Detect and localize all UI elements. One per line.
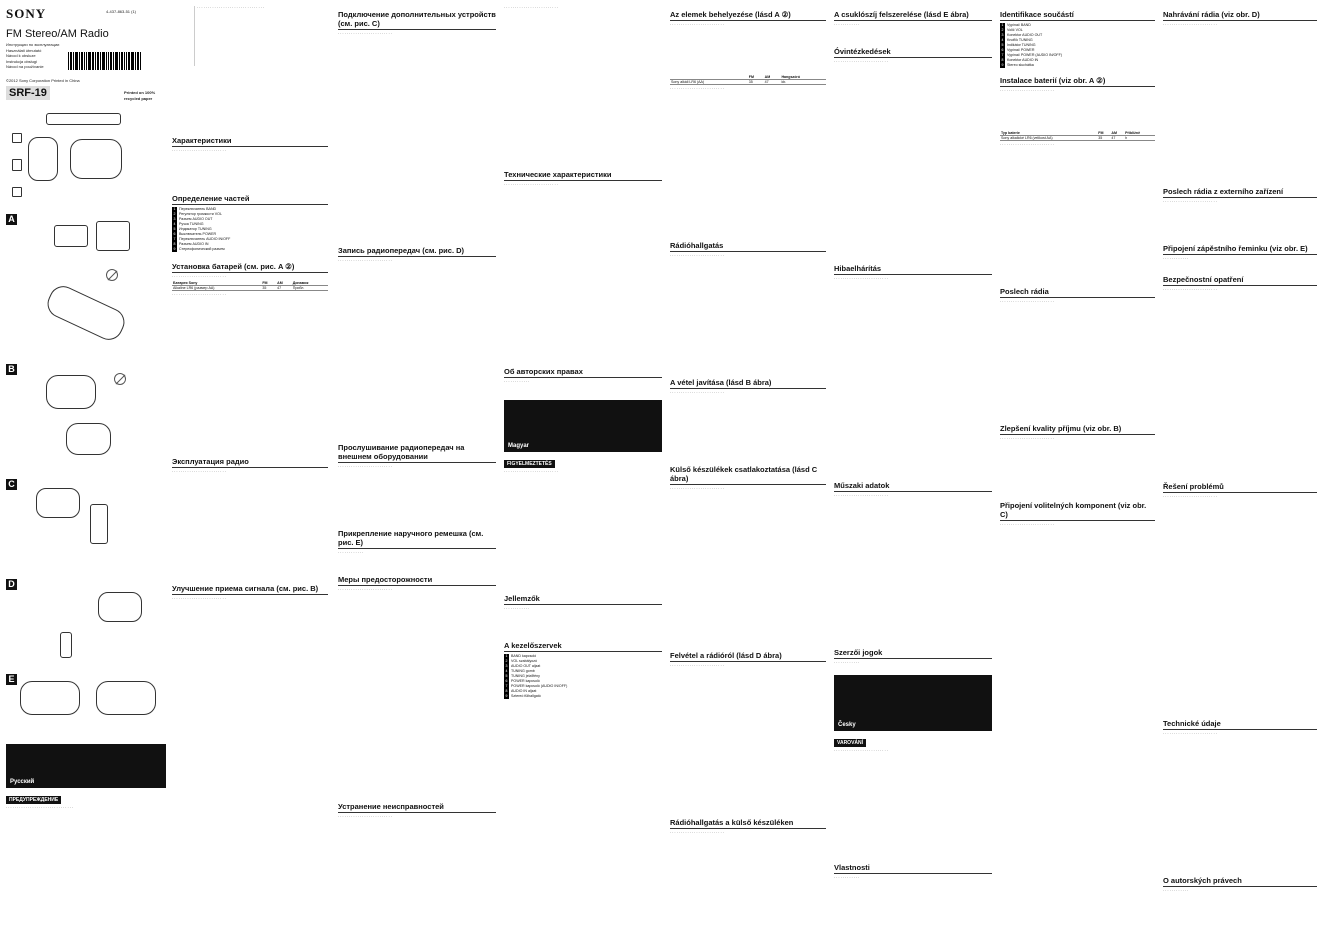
table-header: Přibližně [1124, 131, 1155, 136]
part-name: Konektor AUDIO IN [1007, 58, 1039, 62]
table-cell: 47 [764, 80, 781, 85]
part-name: Стереофонический разъем [179, 246, 225, 251]
figure-d [6, 574, 166, 669]
list-item [172, 247, 328, 252]
body-text: · · · · · · · · · · · · [834, 661, 860, 665]
table-row [670, 80, 826, 85]
body-text: · · · · · · · · · · · · · · · · · · · · · · · · · [1163, 732, 1217, 736]
body-text: · · · · · · · · · · · · · · · · · · · · · · · · · [172, 149, 226, 153]
part-name: Переключатель BAND [179, 206, 217, 211]
part-name: Разъем AUDIO IN [179, 241, 209, 246]
figure-b [6, 359, 166, 474]
body-text: · · · · · · · · · · · · · · · · · · · · · · · · · [1000, 300, 1054, 304]
printed-label: Printed on 100% recycled paper [124, 90, 156, 101]
section-heading: Hibaelhárítás [834, 264, 992, 275]
body-text: · · · · · · · · · · · · · · · · · · · · · · · · · · · · · · · [6, 806, 74, 810]
russian-column-1 [172, 6, 328, 926]
radio-diagram [6, 109, 166, 209]
section-heading: A kezelőszervek [504, 641, 662, 652]
body-text: · · · · · · · · · · · · [1163, 889, 1189, 893]
callout-number: 7 [173, 236, 176, 241]
section-heading: Külső készülékek csatlakoztatása (lásd C ábra) [670, 465, 826, 485]
barcode [68, 52, 166, 70]
table-row [172, 286, 328, 291]
body-text: · · · · · · · · · · · · · · · · · · · · · · · · · [834, 60, 888, 64]
body-text: · · · · · · · · · · · · · · · · · · · · · · · · · [670, 254, 724, 258]
body-text: · · · · · · · · · · · · · · · · · · · · · · · · · [1163, 23, 1217, 27]
part-name: Sztereó fülhallgató [511, 694, 541, 698]
list-item [1000, 63, 1155, 68]
table-cell: kb. [780, 80, 826, 85]
section-heading: Zlepšení kvality příjmu (viz obr. B) [1000, 424, 1155, 435]
table-header: FM [1097, 131, 1110, 136]
product-title: FM Stereo/AM Radio [6, 28, 109, 40]
body-text: · · · · · · · · · · · · · · · · · · · · · · · · · [834, 749, 888, 753]
callout-number: 6 [1001, 48, 1004, 52]
table-cell: Sony alkalické LR6 (velikost AA) [1000, 136, 1097, 141]
body-text: · · · · · · · · · · · · · · · · · · · · · · · · · [670, 664, 724, 668]
table-header: Typ baterie [1000, 131, 1097, 136]
russian-column-3 [504, 6, 662, 926]
language-line: Instrukcja obsługi [6, 58, 37, 64]
section-heading: Подключение дополнительных устройств (см. рис. C) [338, 10, 496, 28]
callout-number: 1 [505, 654, 508, 658]
callout-number: 3 [173, 216, 176, 221]
callout-number: 7 [1001, 53, 1004, 57]
copyright: ©2012 Sony Corporation Printed in China [6, 77, 80, 83]
part-name: Konektor AUDIO OUT [1007, 33, 1043, 37]
body-text: · · · · · · · · · · · · · · · · · · · · · · · · · [670, 391, 724, 395]
table-cell: Прибл. [292, 286, 328, 291]
section-heading: Запись радиопередач (см. рис. D) [338, 246, 496, 257]
callout-number: 2 [505, 659, 508, 663]
table-header: FM [748, 75, 764, 80]
figure-label: E [6, 674, 17, 685]
body-text: · · · · · · · · · · · · · · · · · · · · · · · · · [338, 815, 392, 819]
part-name: TUNING gomb [511, 669, 535, 673]
warning-label: FIGYELMEZTETÉS [504, 460, 555, 468]
body-text: · · · · · · · · · · · · · · · · · · · · · · · · · [1000, 523, 1054, 527]
callout-number: 3 [505, 664, 508, 668]
section-heading: Rádióhallgatás a külső készüléken [670, 818, 826, 829]
brand-logo: SONY [6, 6, 47, 21]
callout-number: 6 [173, 231, 176, 236]
section-heading: Улучшение приема сигнала (см. рис. B) [172, 584, 328, 595]
table-cell: h [1124, 136, 1155, 141]
section-heading: Jellemzők [504, 594, 662, 605]
figure-label: B [6, 364, 17, 375]
table-header: Динамик [292, 281, 328, 286]
body-text: · · · · · · · · · · · · · · · · · · · · · · · · · [1163, 288, 1217, 292]
body-text: · · · · · · · · · · · · · · · · · · · · · · · · · [504, 6, 558, 10]
callout-number: 1 [1001, 23, 1004, 27]
table-cell: Alkaline LR6 (размер AA) [172, 286, 261, 291]
list-item [504, 694, 662, 699]
callout-number: 4 [505, 669, 508, 673]
battery-life-table [172, 281, 328, 291]
table-cell: 47 [276, 286, 292, 291]
body-text: · · · · · · · · · · · · · · · · · · · · · · · · · [834, 277, 888, 281]
callout-number: 3 [1001, 33, 1004, 37]
callout-number: 2 [1001, 28, 1004, 32]
section-heading: Технические характеристики [504, 170, 662, 181]
part-number: 4-437-863-51 (1) [106, 9, 137, 14]
part-name: Indikátor TUNING [1007, 43, 1036, 47]
callout-number: 8 [505, 689, 508, 693]
table-header: FM [261, 281, 276, 286]
part-name: Ручка TUNING [179, 221, 204, 226]
table-header: Батарея Sony [172, 281, 261, 286]
callout-number: 7 [505, 684, 508, 688]
section-heading: Óvintézkedések [834, 47, 992, 58]
czech-column-2 [1163, 6, 1317, 926]
body-text: · · · · · · · · · · · · · · · · · · · · · · · · · [172, 597, 226, 602]
section-heading: Эксплуатация радио [172, 457, 328, 468]
part-name: Vypínač BAND [1007, 23, 1031, 27]
table-header: AM [764, 75, 781, 80]
russian-language-label [6, 744, 166, 788]
czech-language-label [834, 675, 992, 731]
section-heading: Меры предосторожности [338, 575, 496, 586]
section-heading: Характеристики [172, 136, 328, 147]
section-heading: Připojení zápěstního řeminku (viz obr. E) [1163, 244, 1317, 255]
russian-column-2 [338, 6, 496, 926]
section-heading: Identifikace součástí [1000, 10, 1155, 21]
section-heading: A vétel javítása (lásd B ábra) [670, 378, 826, 389]
part-name: AUDIO IN aljzat [511, 689, 537, 693]
body-text: · · · · · · · · · · · · · · · · · · · · · · · · · [338, 259, 392, 263]
body-text: · · · · · · · · · · · · [504, 607, 530, 611]
parts-list [504, 654, 662, 699]
section-heading: Прикрепление наручного ремешка (см. рис. E) [338, 529, 496, 549]
part-name: Knoflík TUNING [1007, 38, 1033, 42]
body-text: · · · · · · · · · · · · · · · · · · · · · · · · · [1000, 89, 1054, 93]
section-heading: Műszaki adatok [834, 481, 992, 492]
callout-number: 5 [1001, 43, 1004, 47]
section-heading: Rádióhallgatás [670, 241, 826, 252]
part-name: Volič VOL [1007, 28, 1023, 32]
battery-life-table [1000, 131, 1155, 141]
part-name: Stereo sluchátka [1007, 63, 1034, 67]
body-text: · · · · · · · · · · · · · · · · · · · · · · · · · [338, 32, 392, 36]
section-heading: Прослушивание радиопередач на внешнем оборудовании [338, 443, 496, 463]
table-header: Hangszóró [780, 75, 826, 80]
section-heading: Vlastnosti [834, 863, 992, 874]
figure-label: C [6, 479, 17, 490]
czech-column-1 [1000, 6, 1155, 926]
language-line: Инструкции по эксплуатации [6, 42, 60, 47]
table-row [1000, 136, 1155, 141]
body-text: · · · · · · · · · · · · · · · · · · · · · · · · · [1000, 437, 1054, 441]
body-text: · · · · · · · · · · · · · · · · · · · · · · · · · [172, 274, 226, 279]
callout-number: 4 [1001, 38, 1004, 42]
figure-label: D [6, 579, 17, 590]
body-text: · · · · · · · · · · · · [834, 876, 860, 880]
part-name: VOL szabályozó [511, 659, 538, 663]
table-cell: 35 [1097, 136, 1110, 141]
language-label: Русский [10, 779, 35, 785]
part-name: POWER kapcsoló [511, 679, 540, 683]
parts-list [1000, 23, 1155, 68]
callout-number: 6 [505, 679, 508, 683]
body-text: · · · · · · · · · · · · [338, 551, 364, 555]
body-text: · · · · · · · · · · · · · · · · · · · · · · · · · [670, 487, 724, 491]
body-text: · · · · · · · · · · · · · · · · · · · · · · · · · [670, 87, 724, 91]
part-name: POWER kapcsoló (AUDIO IN/OFF) [511, 684, 568, 688]
section-heading: Определение частей [172, 194, 328, 205]
table-header: AM [1110, 131, 1124, 136]
body-text: · · · · · · · · · · · · [504, 380, 530, 384]
body-text: · · · · · · · · · · · · [1163, 257, 1189, 261]
language-line: Návod k obsluze [6, 53, 36, 58]
section-heading: Nahrávání rádia (viz obr. D) [1163, 10, 1317, 21]
section-heading: Poslech rádia z externího zařízení [1163, 187, 1317, 198]
figure-c [6, 474, 166, 574]
figure-label: A [6, 214, 17, 225]
part-name: BAND kapcsoló [511, 654, 537, 658]
part-name: AUDIO OUT aljzat [511, 664, 541, 668]
part-name: Индикатор TUNING [179, 226, 212, 231]
body-text: · · · · · · · · · · · · · · · · · · · · · · · · · [670, 23, 724, 27]
body-text: · · · · · · · · · · · · · · · · · · · · · · · · · [504, 183, 558, 187]
hungarian-column-2 [834, 6, 992, 926]
part-name: Выключатель POWER [179, 231, 217, 236]
part-name: Разъем AUDIO OUT [179, 216, 213, 221]
table-cell: 47 [1110, 136, 1124, 141]
callout-number: 4 [173, 221, 176, 226]
section-heading: Řešení problémů [1163, 482, 1317, 493]
callout-number: 8 [173, 241, 176, 246]
callout-number: 2 [173, 211, 176, 216]
parts-list [172, 207, 328, 252]
section-heading: O autorských právech [1163, 876, 1317, 887]
section-heading: Устранение неисправностей [338, 802, 496, 813]
model-name: SRF-19 [6, 86, 50, 100]
body-text: · · · · · · · · · · · · · · · · · · · · · · · · · [834, 494, 888, 498]
battery-life-table [670, 75, 826, 85]
figure-e [6, 669, 166, 744]
section-heading: Poslech rádia [1000, 287, 1155, 298]
language-line: Návod na používanie [6, 64, 44, 69]
callout-number: 9 [505, 694, 508, 698]
callout-number: 5 [173, 226, 176, 231]
disposal-notice: · · · · · · · · · · · · · · · · · · · · · · · · · · · · · · · [194, 6, 328, 66]
language-label: Česky [838, 722, 856, 728]
part-name: Vypínač POWER (AUDIO IN/OFF) [1007, 53, 1062, 57]
table-header: AM [276, 281, 292, 286]
part-name: TUNING jelzőfény [511, 674, 540, 678]
body-text: · · · · · · · · · · · · · · · · · · · · · · · · · [1163, 495, 1217, 499]
hungarian-language-label [504, 400, 662, 452]
section-heading: Az elemek behelyezése (lásd A ②) [670, 10, 826, 21]
body-text: · · · · · · · · · · · · · · · · · · · · · · · · · [338, 465, 392, 469]
body-text: · · · · · · · · · · · · · · · · · · · · · · · · · [670, 831, 724, 835]
body-text: · · · · · · · · · · · · · · · · · · · · · · · · · [1163, 200, 1217, 204]
callout-number: 5 [505, 674, 508, 678]
section-heading: Установка батарей (см. рис. A ②) [172, 262, 328, 273]
part-name: Регулятор громкости VOL [179, 211, 222, 216]
section-heading: Technické údaje [1163, 719, 1317, 730]
language-line: Használati útmutató [6, 47, 42, 53]
body-text: · · · · · · · · · · · · · · · · · · · · · · · · · [172, 470, 226, 475]
body-text: · · · · · · · · · · · · [834, 23, 860, 27]
body-text: · · · · · · · · · · · · · · · · · · · · · · · · · [504, 470, 558, 474]
body-text: · · · · · · · · · · · · · · · · · · · · · · · · · [338, 588, 392, 592]
table-cell: 35 [261, 286, 276, 291]
callout-number: 1 [173, 206, 176, 211]
section-heading: Felvétel a rádióról (lásd D ábra) [670, 651, 826, 662]
body-text: · · · · · · · · · · · · · · · · · · · · · · · · · [172, 293, 226, 298]
warning-label: ПРЕДУПРЕЖДЕНИЕ [6, 796, 61, 804]
section-heading: Bezpečnostní opatření [1163, 275, 1317, 286]
section-heading: Instalace baterií (viz obr. A ②) [1000, 76, 1155, 87]
section-heading: Připojení volitelných komponent (viz obr. C) [1000, 501, 1155, 521]
table-cell: 35 [748, 80, 764, 85]
part-name: Переключатель AUDIO IN/OFF [179, 236, 231, 241]
warning-label: VAROVÁNÍ [834, 739, 866, 747]
figure-a [6, 209, 166, 359]
section-heading: Szerzői jogok [834, 648, 992, 659]
section-heading: Об авторских правах [504, 367, 662, 378]
hungarian-column-1 [670, 6, 826, 926]
language-label: Magyar [508, 443, 530, 449]
callout-number: 9 [173, 246, 176, 251]
table-cell: Sony alkáli LR6 (AA) [670, 80, 748, 85]
section-heading: A csuklószíj felszerelése (lásd E ábra) [834, 10, 992, 21]
callout-number: 9 [1001, 63, 1004, 67]
cover-column [6, 6, 166, 926]
body-text: · · · · · · · · · · · · · · · · · · · · · · · · · [1000, 143, 1054, 147]
callout-number: 8 [1001, 58, 1004, 62]
part-name: Vypínač POWER [1007, 48, 1035, 52]
